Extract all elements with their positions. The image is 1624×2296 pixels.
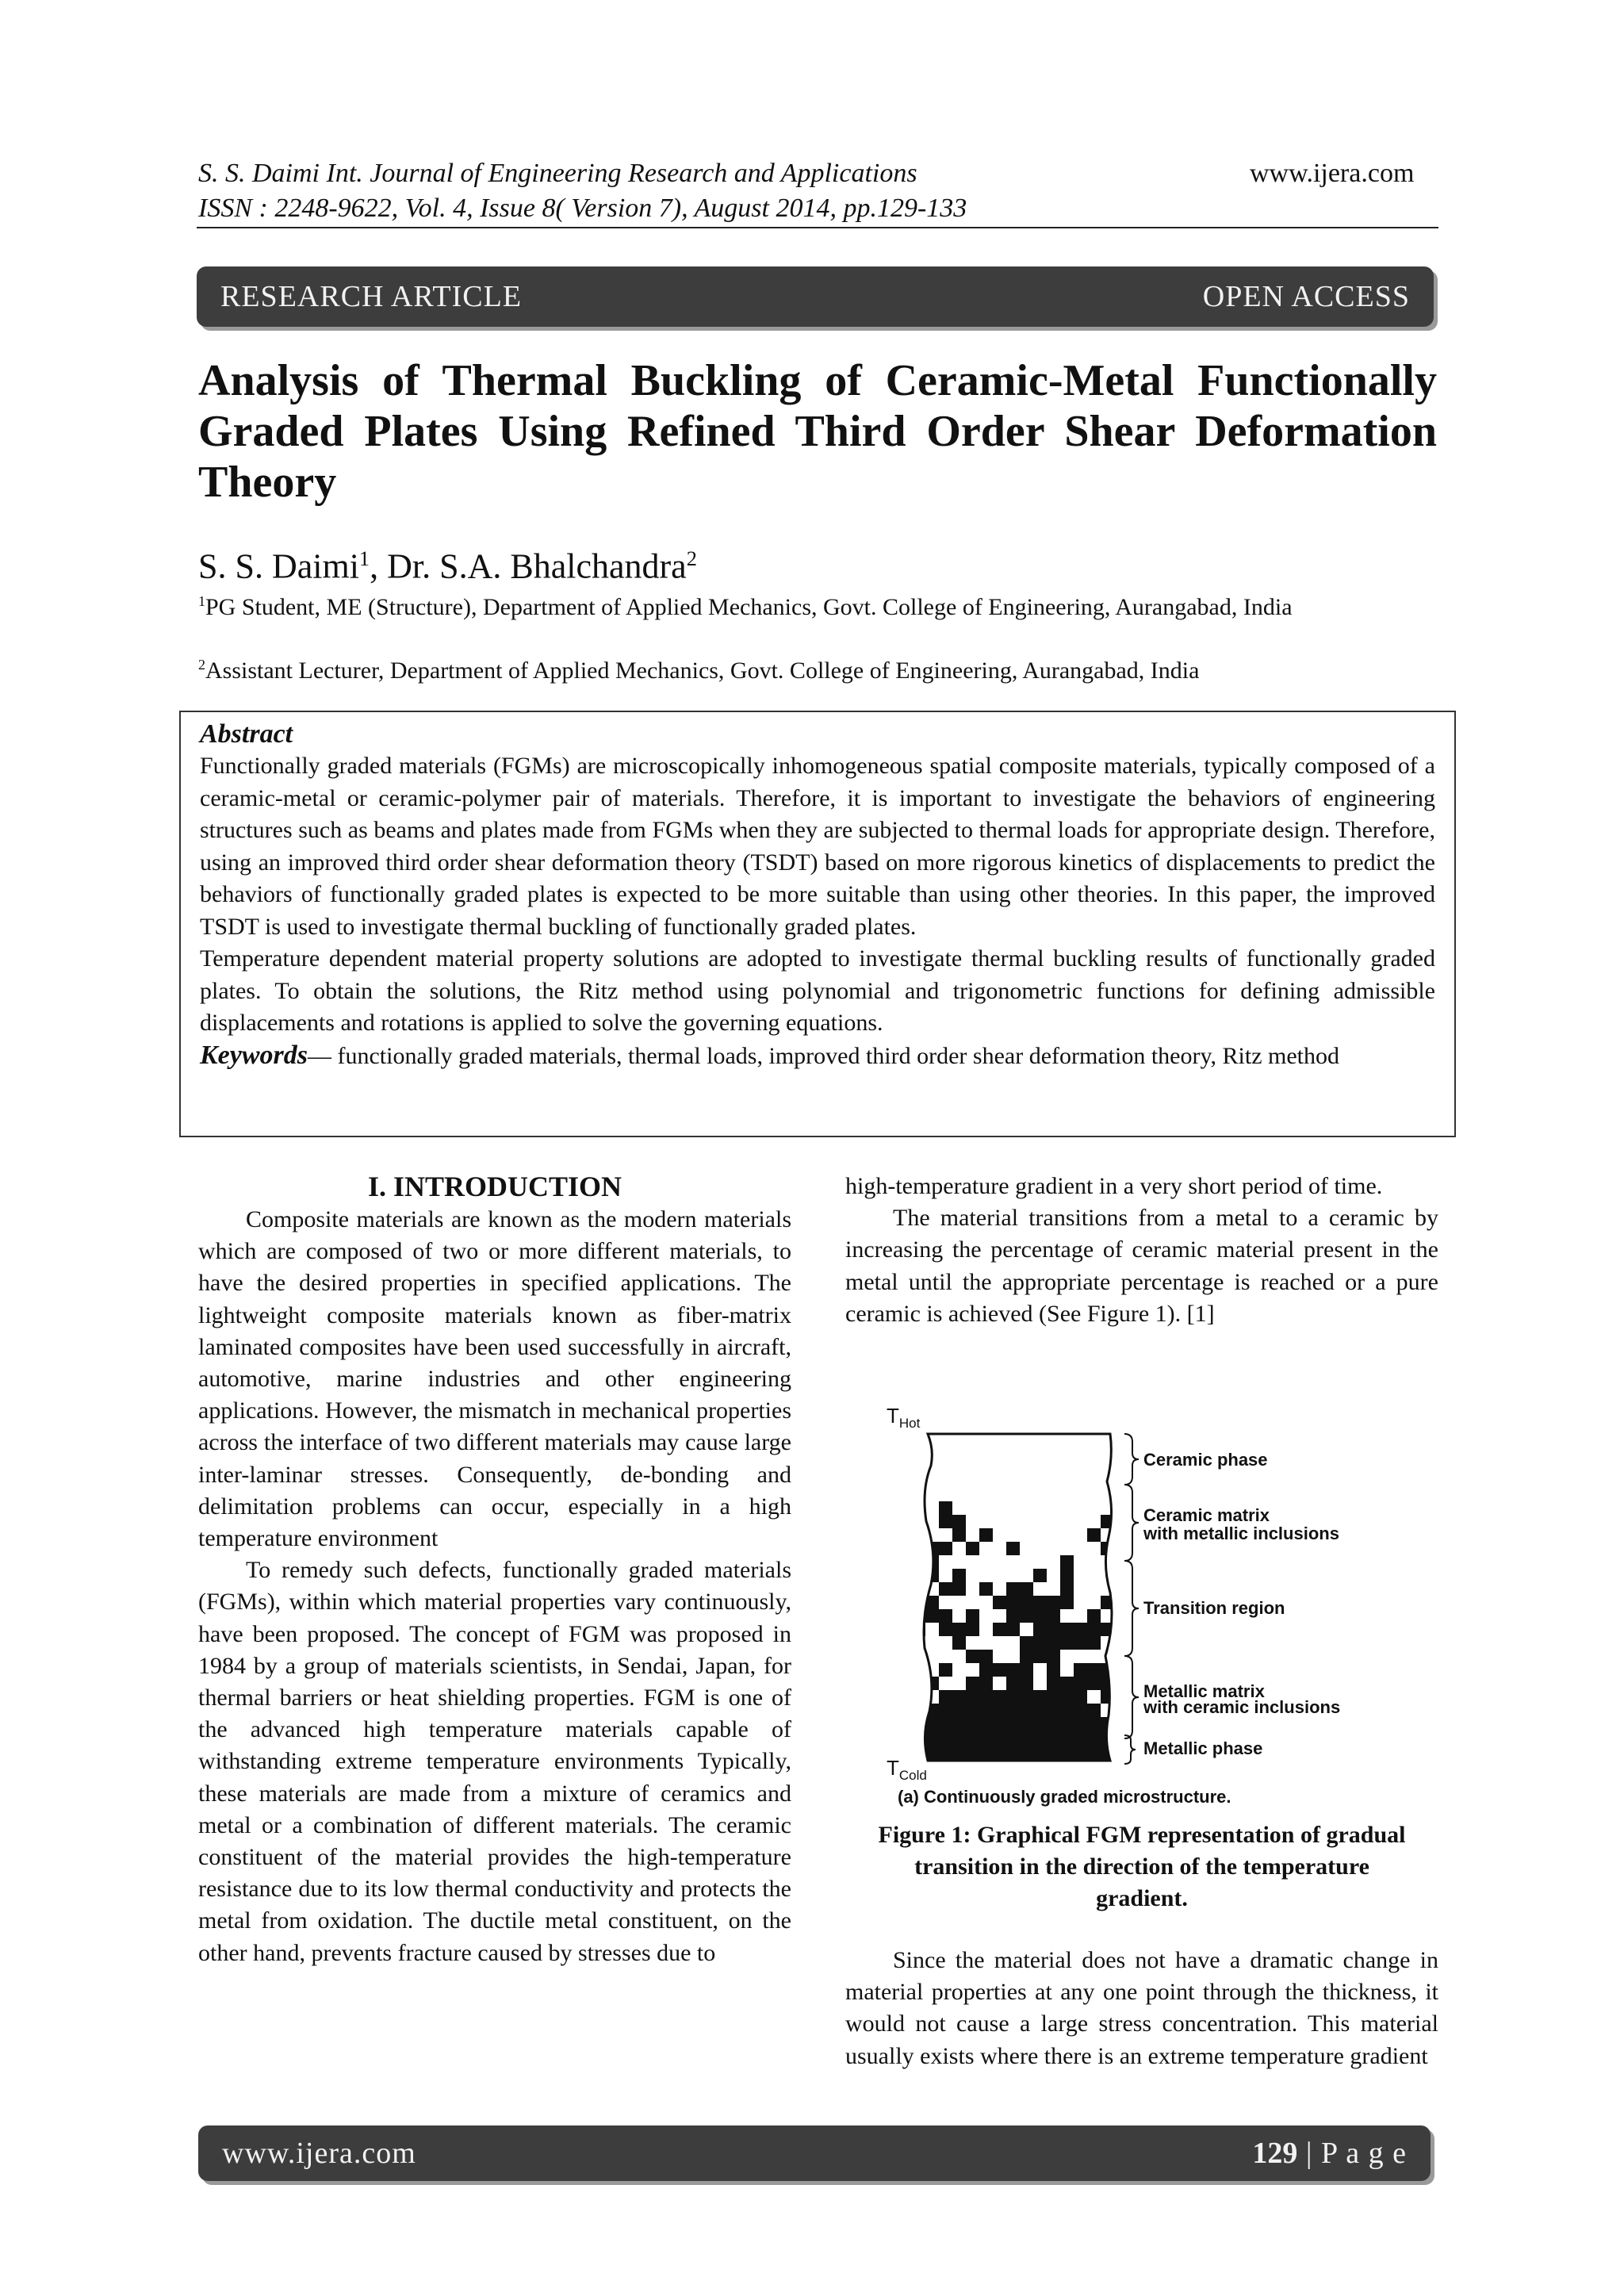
- keywords-label: Keywords: [200, 1040, 308, 1070]
- metal-cell: [939, 1663, 952, 1677]
- metal-cell: [939, 1542, 952, 1555]
- metal-cell: [1020, 1582, 1033, 1596]
- metal-cell: [1033, 1704, 1047, 1717]
- right-column-bottom: [845, 1945, 1438, 2072]
- metal-cell: [939, 1744, 952, 1757]
- metal-cell: [1114, 1690, 1128, 1704]
- journal-name: S. S. Daimi Int. Journal of Engineering Research and Applications: [198, 159, 917, 188]
- metal-cell: [952, 1623, 966, 1636]
- metal-cell: [925, 1609, 939, 1623]
- metal-cell: [1033, 1609, 1047, 1623]
- metal-cell: [952, 1569, 966, 1582]
- metal-cell: [912, 1717, 925, 1731]
- footer-page-number: [1252, 2136, 1407, 2171]
- section-heading-introduction: I. INTRODUCTION: [367, 1171, 622, 1202]
- author-2-affil-mark: 2: [686, 546, 697, 570]
- keywords-text: — functionally graded materials, thermal loads, improved third order shear deformation theory, Ritz method: [308, 1042, 1340, 1069]
- keywords: [200, 1040, 1435, 1073]
- metal-cell: [966, 1650, 979, 1663]
- metal-cell: [1128, 1609, 1141, 1623]
- metal-cell: [912, 1744, 925, 1757]
- metal-cell: [1087, 1731, 1101, 1744]
- metal-cell: [1128, 1623, 1141, 1636]
- metal-cell: [993, 1717, 1006, 1731]
- label-ceramic-matrix: Ceramic matrix: [1143, 1505, 1270, 1525]
- metal-cell: [1020, 1704, 1033, 1717]
- metal-cell: [1020, 1650, 1033, 1663]
- metal-cell: [979, 1744, 993, 1757]
- author-list: [198, 536, 697, 589]
- metal-cell: [1020, 1744, 1033, 1757]
- metal-cell: [1006, 1663, 1020, 1677]
- author-1: S. S. Daimi: [198, 546, 359, 586]
- metal-cell: [1020, 1636, 1033, 1650]
- metal-cell: [1060, 1690, 1074, 1704]
- page-footer: [198, 2125, 1431, 2181]
- metal-cell: [1114, 1623, 1128, 1636]
- metal-cell: [952, 1704, 966, 1717]
- metal-cell: [1020, 1677, 1033, 1690]
- abstract-heading: Abstract: [200, 719, 293, 749]
- metal-cell: [1074, 1677, 1087, 1690]
- metal-cell: [979, 1582, 993, 1596]
- affiliation-1-mark: 1: [198, 593, 205, 609]
- metal-cell: [939, 1609, 952, 1623]
- metal-cell: [1087, 1677, 1101, 1690]
- page-number: 129: [1252, 2137, 1298, 2170]
- metal-cell: [1006, 1677, 1020, 1690]
- metal-cell: [993, 1744, 1006, 1757]
- metal-cell: [1033, 1623, 1047, 1636]
- abstract-paragraph-2: Temperature dependent material property solutions are adopted to investigate thermal buckling results of functionally graded plates. To obtain the solutions, the Ritz method using polynomial and trigonometric functions for defining admissible displacements and rotations is applied to solve the governing equations.: [200, 945, 1435, 1036]
- metal-cell: [952, 1582, 966, 1596]
- journal-website[interactable]: www.ijera.com: [1250, 159, 1415, 188]
- metal-cell: [1033, 1596, 1047, 1609]
- metal-cell: [939, 1731, 952, 1744]
- right-paragraph-2: The material transitions from a metal to a ceramic by increasing the percentage of ceramic material present in the metal until the appropriate percentage is reached or a pure ceramic is achieved (See Figure 1). [1]: [845, 1205, 1438, 1327]
- metal-cell: [1087, 1609, 1101, 1623]
- metal-cell: [1006, 1704, 1020, 1717]
- metal-cell: [1060, 1636, 1074, 1650]
- metal-cell: [1033, 1650, 1047, 1663]
- metal-cell: [966, 1690, 979, 1704]
- metal-cell: [939, 1623, 952, 1636]
- metal-cell: [925, 1731, 939, 1744]
- abstract-paragraph-1: Functionally graded materials (FGMs) are microscopically inhomogeneous spatial composite materials, typically composed of a ceramic-metal or ceramic-polymer pair of materials. Therefore, it is important to investigate the behaviors of engineering structures such as beams and plates made from FGMs when they are subjected to thermal loads for appropriate design. Therefore, using an improved third order shear deformation theory (TSDT) based on more rigorous kinetics of displacements to predict the behaviors of functionally graded plates is expected to be more suitable than using other theories. In this paper, the improved TSDT is used to investigate thermal buckling of functionally graded plates.: [200, 753, 1435, 940]
- article-type-banner: [197, 266, 1434, 327]
- metal-cell: [1006, 1690, 1020, 1704]
- metal-cell: [1074, 1636, 1087, 1650]
- figure-1-caption: Figure 1: Graphical FGM representation of gradual transition in the direction of the temperature gradient.: [878, 1822, 1406, 1911]
- metal-cell: [966, 1704, 979, 1717]
- metal-cell: [1060, 1677, 1074, 1690]
- author-1-affil-mark: 1: [358, 546, 370, 570]
- metal-cell: [979, 1717, 993, 1731]
- open-access-label: OPEN ACCESS: [1202, 280, 1410, 313]
- research-article-label: RESEARCH ARTICLE: [220, 280, 523, 313]
- intro-paragraph-1: Composite materials are known as the modern materials which are composed of two or more different materials, to have the desired properties in specified applications. The lightweight composite materials known as fiber-matrix laminated composites have been used successfully in aircraft, automotive, marine industries and other engineering applications. However, the mismatch in mechanical properties across the interface of two different materials may cause large inter-laminar stresses. Consequently, de-bonding and delimitation problems can occur, especially in a high temperature environment: [198, 1206, 791, 1552]
- metal-cell: [979, 1663, 993, 1677]
- metal-cell: [1087, 1623, 1101, 1636]
- metal-cell: [1114, 1704, 1128, 1717]
- metal-cell: [966, 1542, 979, 1555]
- metal-cell: [1006, 1744, 1020, 1757]
- metal-cell: [1006, 1731, 1020, 1744]
- metal-cell: [1128, 1677, 1141, 1690]
- journal-issn: ISSN : 2248-9622, Vol. 4, Issue 8( Version 7), August 2014, pp.129-133: [198, 194, 967, 223]
- metal-cell: [966, 1731, 979, 1744]
- metal-cell: [1047, 1744, 1060, 1757]
- metal-cell: [952, 1690, 966, 1704]
- metal-cell: [1006, 1542, 1020, 1555]
- metal-cell: [1047, 1690, 1060, 1704]
- intro-paragraph-2: To remedy such defects, functionally graded materials (FGMs), within which material properties vary continuously, have been proposed. The concept of FGM was proposed in 1984 by a group of materials scientists, in Sendai, Japan, for thermal barriers or heat shielding properties. FGM is one of the advanced high temperature materials capable of withstanding extreme temperature environments Typically, these materials are made from a mixture of ceramics and metal or a combination of different materials. The ceramic constituent of the material provides the high-temperature resistance due to its low thermal conductivity and protects the metal from oxidation. The ductile metal constituent, on the other hand, prevents fracture caused by stresses due to: [198, 1557, 791, 1966]
- metal-cell: [1047, 1677, 1060, 1690]
- affiliation-2: [198, 649, 1437, 687]
- metal-cell: [966, 1717, 979, 1731]
- metal-cell: [1060, 1704, 1074, 1717]
- abstract-box: [179, 711, 1456, 1137]
- metal-cell: [939, 1501, 952, 1515]
- metal-cell: [1074, 1717, 1087, 1731]
- label-ceramic-phase: Ceramic phase: [1143, 1450, 1268, 1470]
- header-rule: [197, 227, 1438, 228]
- metal-cell: [1060, 1744, 1074, 1757]
- metal-cell: [993, 1596, 1006, 1609]
- metal-cell: [1087, 1663, 1101, 1677]
- metal-cell: [966, 1609, 979, 1623]
- metal-cell: [1020, 1609, 1033, 1623]
- metal-cell: [993, 1704, 1006, 1717]
- metal-cell: [1047, 1731, 1060, 1744]
- metal-cell: [966, 1677, 979, 1690]
- metal-cell: [1047, 1596, 1060, 1609]
- metal-cell: [1114, 1717, 1128, 1731]
- metal-cell: [952, 1731, 966, 1744]
- affiliation-2-text: Assistant Lecturer, Department of Applied Mechanics, Govt. College of Engineering, Aurangabad, India: [205, 657, 1200, 684]
- affiliation-1: [198, 585, 1437, 623]
- metal-cell: [1006, 1623, 1020, 1636]
- metal-cell: [1006, 1717, 1020, 1731]
- metal-cell: [1033, 1690, 1047, 1704]
- metal-cell: [1033, 1731, 1047, 1744]
- metal-cell: [1074, 1690, 1087, 1704]
- metal-cell: [979, 1704, 993, 1717]
- metal-cell: [1047, 1636, 1060, 1650]
- author-separator: ,: [370, 546, 388, 586]
- metal-cell: [952, 1636, 966, 1650]
- metal-cell: [979, 1650, 993, 1663]
- t-hot-label: $T_{Hot}$: [887, 1404, 921, 1431]
- metal-cell: [966, 1744, 979, 1757]
- footer-website[interactable]: www.ijera.com: [222, 2137, 416, 2170]
- region-braces: [1124, 1434, 1139, 1764]
- metal-cell: [1087, 1704, 1101, 1717]
- metal-cell: [939, 1717, 952, 1731]
- metal-cell: [979, 1690, 993, 1704]
- metal-cell: [1006, 1596, 1020, 1609]
- metal-cell: [993, 1731, 1006, 1744]
- metal-cell: [1114, 1731, 1128, 1744]
- metal-cell: [1006, 1609, 1020, 1623]
- metal-cell: [1020, 1596, 1033, 1609]
- figure-1-fgm-diagram: [872, 1402, 1427, 1815]
- metal-cell: [1020, 1690, 1033, 1704]
- metal-cell: [993, 1663, 1006, 1677]
- metal-cell: [1020, 1731, 1033, 1744]
- author-2: Dr. S.A. Bhalchandra: [387, 546, 687, 586]
- affiliation-2-mark: 2: [198, 657, 205, 673]
- metal-cell: [1114, 1609, 1128, 1623]
- metal-cell: [1128, 1717, 1141, 1731]
- figure-sublabel: (a) Continuously graded microstructure.: [898, 1787, 1231, 1807]
- right-paragraph-3: Since the material does not have a dramatic change in material properties at any one point through the thickness, it would not cause a large stress concentration. This material usually exists where there is an extreme temperature gradient: [845, 1947, 1438, 2069]
- metal-cell: [1060, 1582, 1074, 1596]
- metal-cell: [1060, 1717, 1074, 1731]
- metal-cell: [979, 1677, 993, 1690]
- metal-cell: [912, 1663, 925, 1677]
- metal-cell: [1006, 1582, 1020, 1596]
- metal-cell: [1033, 1569, 1047, 1582]
- left-column: [198, 1169, 791, 1969]
- metal-cell: [1033, 1717, 1047, 1731]
- metal-cell: [1047, 1609, 1060, 1623]
- metal-cell: [1114, 1663, 1128, 1677]
- metal-cell: [1020, 1717, 1033, 1731]
- metal-cell: [993, 1623, 1006, 1636]
- metal-cell: [1101, 1690, 1114, 1704]
- metal-cell: [1087, 1636, 1101, 1650]
- metal-cell: [939, 1704, 952, 1717]
- right-column-top: [845, 1171, 1438, 1330]
- label-metallic-matrix: Metallic matrix: [1143, 1681, 1265, 1701]
- metal-cell: [1128, 1663, 1141, 1677]
- metal-cell: [952, 1515, 966, 1528]
- label-metallic-matrix-sub: with ceramic inclusions: [1143, 1697, 1341, 1717]
- metal-cell: [1060, 1569, 1074, 1582]
- metal-cell: [993, 1690, 1006, 1704]
- metal-cell: [912, 1731, 925, 1744]
- metal-cell: [1047, 1623, 1060, 1636]
- metal-cell: [912, 1690, 925, 1704]
- metal-cell: [1074, 1731, 1087, 1744]
- t-cold-label: $T_{Cold}$: [887, 1756, 927, 1783]
- metal-cell: [939, 1582, 952, 1596]
- metal-cell: [966, 1623, 979, 1636]
- metal-cell: [1128, 1757, 1141, 1771]
- metal-cell: [1087, 1744, 1101, 1757]
- metal-cell: [1101, 1677, 1114, 1690]
- metal-cell: [912, 1677, 925, 1690]
- affiliation-1-text: PG Student, ME (Structure), Department of Applied Mechanics, Govt. College of Engineering, Aurangabad, India: [205, 594, 1293, 620]
- metal-cell: [1060, 1731, 1074, 1744]
- metal-cell: [952, 1717, 966, 1731]
- metal-cell: [979, 1528, 993, 1542]
- metal-cell: [1074, 1744, 1087, 1757]
- metal-cell: [1074, 1663, 1087, 1677]
- metal-cell: [1033, 1636, 1047, 1650]
- label-metallic-phase: Metallic phase: [1143, 1738, 1263, 1758]
- metal-cell: [912, 1704, 925, 1717]
- metal-cell: [1020, 1663, 1033, 1677]
- metal-cell: [912, 1582, 925, 1596]
- label-transition-region: Transition region: [1143, 1598, 1285, 1618]
- metal-cell: [1114, 1596, 1128, 1609]
- metal-cell: [912, 1515, 925, 1528]
- metal-cell: [1087, 1717, 1101, 1731]
- metal-cell: [1060, 1623, 1074, 1636]
- metal-cell: [1074, 1704, 1087, 1717]
- metal-cell: [1047, 1650, 1060, 1663]
- metal-cell: [1047, 1663, 1060, 1677]
- metal-cell: [1128, 1744, 1141, 1757]
- metal-cell: [1128, 1704, 1141, 1717]
- metal-cell: [939, 1690, 952, 1704]
- metal-cell: [1047, 1717, 1060, 1731]
- metal-cell: [979, 1731, 993, 1744]
- label-ceramic-matrix-sub: with metallic inclusions: [1143, 1524, 1339, 1543]
- metal-cell: [1060, 1596, 1074, 1609]
- metal-cell: [1033, 1744, 1047, 1757]
- metal-cell: [1087, 1528, 1101, 1542]
- metal-cell: [1060, 1555, 1074, 1569]
- metal-cell: [939, 1515, 952, 1528]
- metal-cell: [952, 1528, 966, 1542]
- metal-cell: [1114, 1744, 1128, 1757]
- metal-cell: [1047, 1704, 1060, 1717]
- metal-cell: [952, 1744, 966, 1757]
- page-suffix: | P a g e: [1297, 2137, 1407, 2170]
- paper-title: Analysis of Thermal Buckling of Ceramic-Metal Functionally Graded Plates Using Refined Third Order Shear Deformation Theory: [198, 356, 1437, 507]
- metal-cell: [1074, 1623, 1087, 1636]
- right-paragraph-continuation: high-temperature gradient in a very short period of time.: [845, 1173, 1383, 1199]
